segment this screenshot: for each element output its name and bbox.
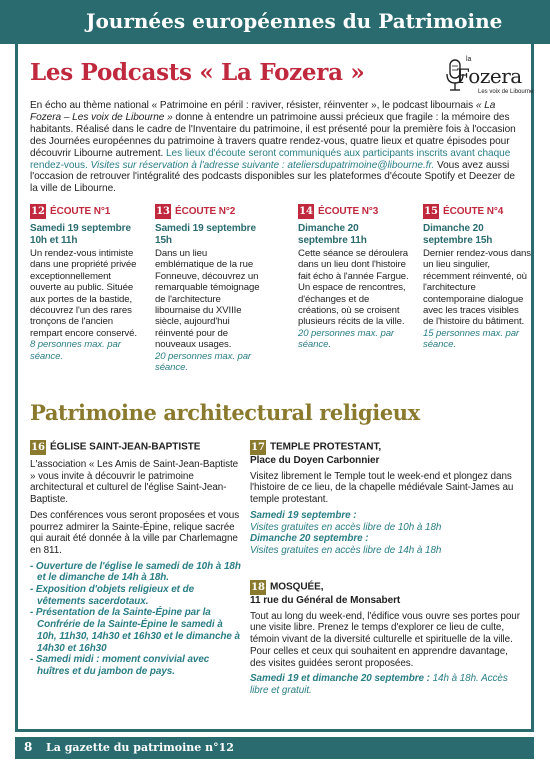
episode-description: Cette séance se déroulera dans un lieu dont l'histoire fait écho à l'année Fargue. Un espace de rencontres, d'échanges et de créations, où se croisent plusieurs récits de la ville. — [298, 248, 409, 328]
episode-number: 13 — [156, 206, 170, 217]
religieux-heading: Patrimoine architectural religieux — [30, 400, 420, 425]
temple-address: Place du Doyen Carbonnier — [250, 455, 380, 466]
temple-schedule: Samedi 19 septembre : Visites gratuites en accès libre de 10h à 18h Dimanche 20 septembre : Visites gratuites en accès libre de 14h à 18h — [250, 509, 442, 556]
episode-date: Dimanche 20 septembre 11h — [298, 223, 367, 246]
eglise-intro: L'association « Les Amis de Saint-Jean-Baptiste » vous invite à découvrir le patrimoine architectural et culturel de l'église Saint-Jean-Baptiste. — [30, 459, 239, 506]
episode-capacity: 8 personnes max. par séance. — [30, 339, 121, 362]
list-item: - Exposition d'objets religieux et de vêtements sacerdotaux. — [30, 584, 195, 607]
episode-title: ÉCOUTE N°2 — [175, 205, 236, 217]
logo-la: la — [466, 56, 472, 63]
temple-title: TEMPLE PROTESTANT, — [270, 441, 382, 453]
fozera-logo — [442, 56, 534, 100]
logo-subtitle: Les voix de Libourne — [478, 89, 534, 95]
mosquee-address: 11 rue du Général de Monsabert — [250, 595, 401, 606]
episode-capacity: 20 personnes max. par séance. — [155, 350, 252, 374]
eglise-title: ÉGLISE SAINT-JEAN-BAPTISTE — [50, 441, 201, 453]
temple-block — [250, 440, 522, 557]
episode-title: ÉCOUTE N°3 — [318, 205, 379, 217]
page-header-title: Journées européennes du Patrimoine — [86, 9, 503, 33]
podcasts-intro: En écho au thème national « Patrimoine en péril : raviver, résister, réinventer », le podcast libournais « La Fozera – Les voix de Libourne » donne à entendre un patrimoine aussi précieux que fragile : la mémoire des habitants. Réalisé dans le cadre de l'Inventaire du patrimoine, il est présenté pour la première fois à l'occasion des Journées européennes du patrimoine à travers quatre rendez-vous, quatre lieux et quatre épisodes pour découvrir Libourne autrement. Les lieux d'écoute seront communiqués aux participants inscrits avant chaque rendez-vous. Visites sur réservation à l'adresse suivante : ateliersdupatrimoine@libourne.fr. Vous avez aussi l'occasion de retrouver l'intégralité des podcasts disponibles sur les plateformes d'écoute Spotify et Deezer de la ville de Libourne. — [30, 100, 516, 195]
reservation-email[interactable]: Visites sur réservation à l'adresse suivante : ateliersdupatrimoine@libourne.fr. — [87, 159, 435, 171]
episode-number: 15 — [424, 206, 438, 217]
episode-description: Dans un lieu emblématique de la rue Fonneuve, découvrez un remarquable témoignage de l'architecture libournaise du XVIIIe siècle, aujourd'hui réinventé pour de nouveaux usages. — [155, 248, 260, 351]
mosquee-block — [250, 580, 522, 697]
episode-number: 12 — [31, 206, 45, 217]
list-item: - Samedi midi : moment convivial avec huîtres et du jambon de pays. — [30, 654, 210, 677]
list-item: - Présentation de la Sainte-Épine par la Confrérie de la Sainte-Épine le samedi à 10h, 11h30, 14h30 et 16h30 et le dimanche à 14h30 et 16h30 — [30, 607, 240, 654]
episode-number: 14 — [299, 206, 313, 217]
podcasts-heading: Les Podcasts « La Fozera » — [30, 59, 365, 86]
mosquee-title: MOSQUÉE, — [270, 581, 324, 593]
mosquee-number: 18 — [251, 582, 265, 593]
logo-name: Fozera — [456, 64, 522, 88]
eglise-block — [30, 440, 242, 678]
episode-description: Dernier rendez-vous dans un lieu singulier, récemment réinventé, où l'architecture contemporaine dialogue avec les traces visibles de l'histoire du bâtiment. — [423, 248, 531, 328]
episode-title: ÉCOUTE N°4 — [443, 205, 504, 217]
mosquee-schedule: Samedi 19 et dimanche 20 septembre : 14h à 18h. Accès libre et gratuit. — [250, 673, 508, 696]
episode-title: ÉCOUTE N°1 — [50, 205, 111, 217]
eglise-number: 16 — [31, 442, 45, 453]
list-item: - Ouverture de l'église le samedi de 10h à 18h et le dimanche de 14h à 18h. — [30, 560, 241, 584]
episode-date: Samedi 19 septembre 15h — [155, 223, 256, 246]
episode-2 — [155, 204, 267, 373]
episode-3 — [298, 204, 410, 351]
eglise-program-list — [30, 561, 242, 678]
episode-1 — [30, 204, 142, 362]
episode-4 — [423, 204, 531, 351]
episode-date: Dimanche 20 septembre 15h — [423, 223, 493, 246]
footer-title: La gazette du patrimoine n°12 — [46, 741, 234, 754]
mosquee-description: Tout au long du week-end, l'édifice vous ouvre ses portes pour une visite libre. Prenez le temps d'explorer ce lieu de culte, témoin vivant de la diversité culturelle et spirituelle de la ville. Pour celles et ceux qui souhaitent en apprendre davantage, des visites guidées seront proposées. — [250, 610, 520, 669]
episode-capacity: 15 personnes max. par séance. — [423, 327, 520, 351]
episode-capacity: 20 personnes max. par séance. — [298, 327, 395, 351]
temple-description: Visitez librement le Temple tout le week-end et plongez dans l'histoire de ce lieu, de la chapelle médiévale Saint-James au temple protestant. — [250, 470, 514, 506]
page-number: 8 — [24, 740, 33, 754]
temple-number: 17 — [251, 442, 265, 453]
eglise-conferences: Des conférences vous seront proposées et vous pourrez admirer la Sainte-Épine, relique sacrée qui aurait été donnée à la ville par Charlemagne en 811. — [30, 509, 240, 556]
episode-date: Samedi 19 septembre 10h et 11h — [30, 223, 131, 246]
episode-description: Un rendez-vous intimiste dans une propriété privée exceptionnellement ouverte au public. Située aux portes de la bastide, découvrez l'un des rares tronçons de l'ancien rempart encore conservé. — [30, 248, 137, 339]
